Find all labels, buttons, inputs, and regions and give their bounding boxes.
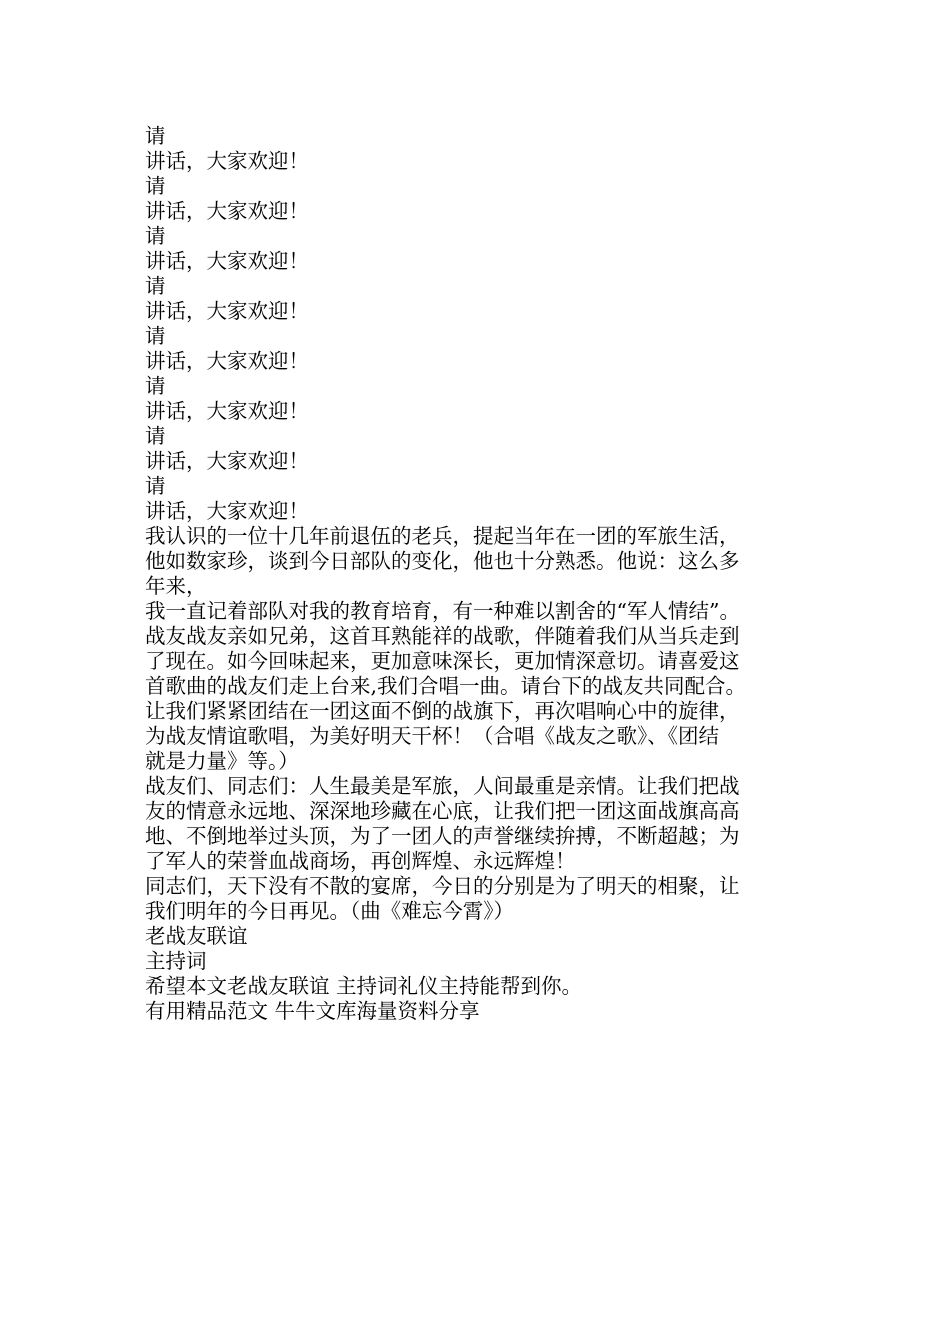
text-line: 有用精品范文 牛牛文库海量资料分享 <box>145 999 480 1023</box>
text-line: 请 <box>145 324 166 348</box>
text-line: 战友们、同志们：人生最美是军旅，人间最重是亲情。让我们把战 <box>145 774 740 798</box>
text-line: 讲话，大家欢迎！ <box>145 499 309 523</box>
text-line: 我认识的一位十几年前退伍的老兵，提起当年在一团的军旅生活， <box>145 524 740 548</box>
text-line: 老战友联谊 <box>145 924 248 948</box>
text-line: 首歌曲的战友们走上台来,我们合唱一曲。请台下的战友共同配合。 <box>145 674 747 698</box>
text-line: 了现在。如今回味起来，更加意味深长，更加情深意切。请喜爱这 <box>145 649 740 673</box>
text-line: 地、不倒地举过头顶，为了一团人的声誉继续拚搏，不断超越；为 <box>145 824 740 848</box>
text-line: 讲话，大家欢迎！ <box>145 399 309 423</box>
text-line: 我一直记着部队对我的教育培育，有一种难以割舍的“军人情结”。 <box>145 599 740 623</box>
text-line: 战友战友亲如兄弟，这首耳熟能祥的战歌，伴随着我们从当兵走到 <box>145 624 740 648</box>
text-line: 讲话，大家欢迎！ <box>145 299 309 323</box>
text-line: 年来， <box>145 574 207 598</box>
text-line: 讲话，大家欢迎！ <box>145 449 309 473</box>
text-line: 他如数家珍，谈到今日部队的变化，他也十分熟悉。他说：这么多 <box>145 549 740 573</box>
text-line: 讲话，大家欢迎！ <box>145 349 309 373</box>
text-line: 让我们紧紧团结在一团这面不倒的战旗下，再次唱响心中的旋律， <box>145 699 740 723</box>
text-line: 主持词 <box>145 949 207 973</box>
text-line: 讲话，大家欢迎！ <box>145 199 309 223</box>
text-line: 请 <box>145 474 166 498</box>
text-line: 我们明年的今日再见。（曲《难忘今霄》） <box>145 899 514 923</box>
text-line: 讲话，大家欢迎！ <box>145 149 309 173</box>
text-line: 友的情意永远地、深深地珍藏在心底，让我们把一团这面战旗高高 <box>145 799 740 823</box>
document-body <box>145 124 825 1024</box>
text-line: 请 <box>145 124 166 148</box>
text-line: 请 <box>145 374 166 398</box>
text-line: 讲话，大家欢迎！ <box>145 249 309 273</box>
text-line: 同志们，天下没有不散的宴席，今日的分别是为了明天的相聚，让 <box>145 874 740 898</box>
text-line: 请 <box>145 224 166 248</box>
text-line: 希望本文老战友联谊 主持词礼仪主持能帮到你。 <box>145 974 583 998</box>
text-line: 了军人的荣誉血战商场，再创辉煌、永远辉煌！ <box>145 849 576 873</box>
text-line: 请 <box>145 174 166 198</box>
text-line: 就是力量》等。） <box>145 749 299 773</box>
text-line: 为战友情谊歌唱，为美好明天干杯！（合唱《战友之歌》、《团结 <box>145 724 719 748</box>
text-line: 请 <box>145 274 166 298</box>
text-line: 请 <box>145 424 166 448</box>
